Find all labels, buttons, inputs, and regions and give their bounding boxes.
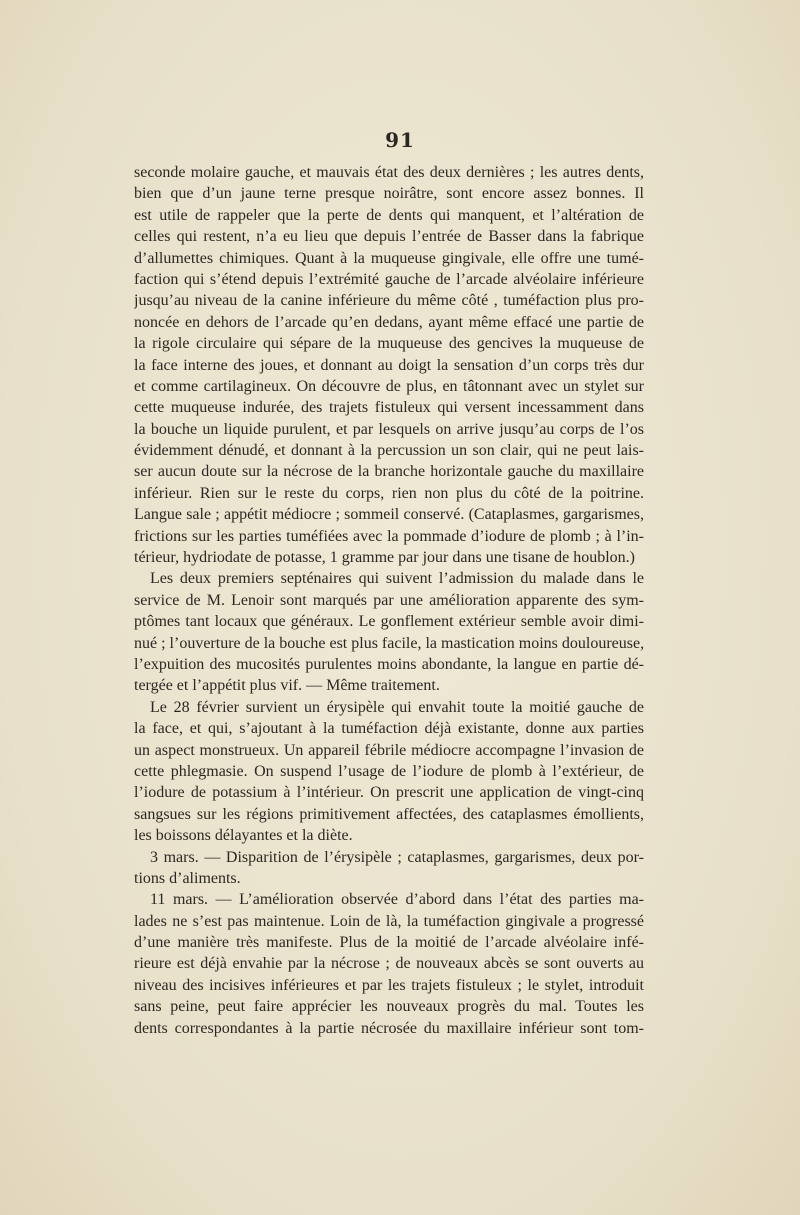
paragraph-start-line: Les deux premiers septénaires qui suivent l’admission du malade dans le [150,570,644,588]
text-line: frictions sur les parties tuméfiées avec la pommade d’iodure de plomb ; à l’in- [134,527,644,545]
text-line: noncée en dehors de l’arcade qu’en dedans, ayant même effacé une partie de [134,313,644,331]
text-line: bien que d’un jaune terne presque noirâtre, sont encore assez bonnes. Il [134,185,644,203]
text-line: tions d’aliments. [134,869,241,887]
text-line: inférieur. Rien sur le reste du corps, rien non plus du côté de la poitrine. [134,484,644,502]
text-line: service de M. Lenoir sont marqués par une amélioration apparente des sym- [134,591,644,609]
text-line: térieur, hydriodate de potasse, 1 gramme par jour dans une tisane de houblon.) [134,549,635,567]
text-line: dents correspondantes à la partie nécrosée du maxillaire inférieur sont tom- [134,1019,644,1037]
text-line: lades ne s’est pas maintenue. Loin de là, la tuméfaction gingivale a progressé [134,912,644,930]
text-line: la face interne des joues, et donnant au doigt la sensation d’un corps très dur [134,356,644,374]
text-line: tergée et l’appétit plus vif. — Même traitement. [134,677,440,695]
page-number: 91 [385,128,415,152]
text-line: ser aucun doute sur la nécrose de la branche horizontale gauche du maxillaire [134,463,644,481]
text-line: ptômes tant locaux que généraux. Le gonflement extérieur semble avoir dimi- [134,613,644,631]
text-line: l’expuition des mucosités purulentes moins abondante, la langue en partie dé- [134,655,644,673]
text-line: et comme cartilagineux. On découvre de plus, en tâtonnant avec un stylet sur [134,377,644,395]
text-line: la face, et qui, s’ajoutant à la tuméfaction déjà existante, donne aux parties [134,720,644,738]
text-line: sans peine, peut faire apprécier les nouveaux progrès du mal. Toutes les [134,998,644,1016]
text-line: faction qui s’étend depuis l’extrémité gauche de l’arcade alvéolaire inférieure [134,270,644,288]
text-line: cette phlegmasie. On suspend l’usage de l’iodure de plomb à l’extérieur, de [134,762,644,780]
text-line: la rigole circulaire qui sépare de la muqueuse des gencives la muqueuse de [134,335,644,353]
text-line: rieure est déjà envahie par la nécrose ; de nouveaux abcès se sont ouverts au [134,955,644,973]
text-line: celles qui restent, n’a eu lieu que depuis l’entrée de Basser dans la fabrique [134,228,644,246]
text-line: niveau des incisives inférieures et par les trajets fistuleux ; le stylet, introduit [134,976,644,994]
text-line: l’iodure de potassium à l’intérieur. On prescrit une application de vingt-cinq [134,784,644,802]
text-line: la bouche un liquide purulent, et par lesquels on arrive jusqu’au corps de l’os [134,420,644,438]
text-line: nué ; l’ouverture de la bouche est plus facile, la mastication moins douloureuse, [134,634,644,652]
paragraph-start-line: 11 mars. — L’amélioration observée d’abord dans l’état des parties ma- [150,891,644,909]
text-line: est utile de rappeler que la perte de dents qui manquent, et l’altération de [134,206,644,224]
paragraph-start-line: Le 28 février survient un érysipèle qui envahit toute la moitié gauche de [150,698,644,716]
text-line: d’une manière très manifeste. Plus de la moitié de l’arcade alvéolaire infé- [134,934,644,952]
text-line: d’allumettes chimiques. Quant à la muqueuse gingivale, elle offre une tumé- [134,249,644,267]
text-line: jusqu’au niveau de la canine inférieure du même côté , tuméfaction plus pro- [134,292,644,310]
text-line: les boissons délayantes et la diète. [134,827,353,845]
text-line: seconde molaire gauche, et mauvais état des deux dernières ; les autres dents, [134,164,644,181]
body-text [134,162,644,1039]
paragraph-start-line: 3 mars. — Disparition de l’érysipèle ; cataplasmes, gargarismes, deux por- [150,848,644,866]
text-line: cette muqueuse indurée, des trajets fistuleux qui versent incessamment dans [134,399,644,417]
text-line: Langue sale ; appétit médiocre ; sommeil conservé. (Cataplasmes, gargarismes, [134,506,644,524]
text-line: sangsues sur les régions primitivement affectées, des cataplasmes émollients, [134,805,644,823]
text-line: un aspect monstrueux. Un appareil fébrile médiocre accompagne l’invasion de [134,741,644,759]
text-line: évidemment dénudé, et donnant à la percussion un son clair, qui ne peut lais- [134,442,644,460]
